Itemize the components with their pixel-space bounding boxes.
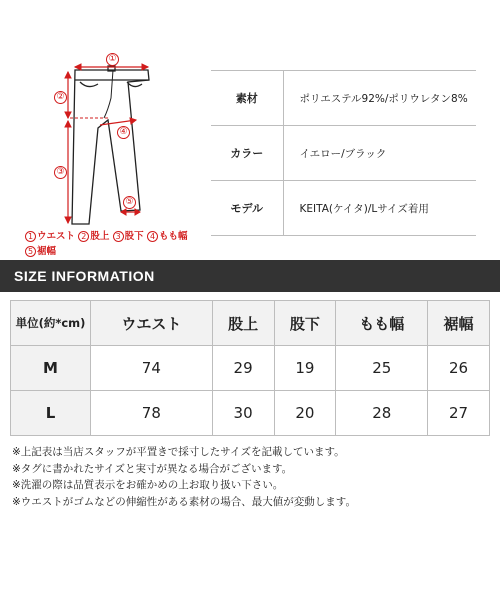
table-cell: 26 xyxy=(428,346,490,391)
legend-label: 裾幅 xyxy=(37,246,57,257)
size-table xyxy=(10,300,490,436)
legend-label: 股上 xyxy=(90,231,110,242)
legend-num: 2 xyxy=(78,231,89,242)
note-line: ※タグに書かれたサイズと実寸が異なる場合がございます。 xyxy=(12,462,293,475)
spec-value: イエロー/ブラック xyxy=(283,126,476,181)
table-cell: 25 xyxy=(336,346,428,391)
table-cell: 27 xyxy=(428,391,490,436)
notes xyxy=(12,444,492,510)
callout-inseam: ③ xyxy=(54,166,67,179)
spec-table xyxy=(211,70,476,236)
table-row xyxy=(11,391,490,436)
table-cell: 20 xyxy=(274,391,336,436)
header-unit: 単位(約*cm) xyxy=(11,301,91,346)
header-hem: 裾幅 xyxy=(428,301,490,346)
legend-label: もも幅 xyxy=(158,231,188,242)
spec-value: ポリエステル92%/ポリウレタン8% xyxy=(283,71,476,126)
header-thigh: もも幅 xyxy=(336,301,428,346)
pants-outline xyxy=(72,66,149,224)
size-information-banner xyxy=(0,260,500,292)
note-line: ※ウエストがゴムなどの伸縮性がある素材の場合、最大値が変動します。 xyxy=(12,495,356,508)
note-line: ※洗濯の際は品質表示をお確かめの上お取り扱い下さい。 xyxy=(12,479,284,491)
note-line: ※上記表は当店スタッフが平置きで採寸したサイズを記載しています。 xyxy=(12,446,345,458)
spec-key: 素材 xyxy=(211,71,283,126)
table-row xyxy=(11,346,490,391)
table-cell: 29 xyxy=(212,346,274,391)
table-cell: 74 xyxy=(91,346,213,391)
size-label: L xyxy=(11,391,91,436)
legend-label: ウエスト xyxy=(37,231,76,242)
legend-num: 1 xyxy=(25,231,36,242)
callout-rise: ② xyxy=(54,91,67,104)
legend-num: 3 xyxy=(113,231,124,242)
spec-key: モデル xyxy=(211,181,283,236)
header-waist: ウエスト xyxy=(91,301,213,346)
banner-title: SIZE INFORMATION xyxy=(14,268,155,284)
table-cell: 30 xyxy=(212,391,274,436)
spec-row-model xyxy=(211,181,476,236)
spec-value: KEITA(ケイタ)/Lサイズ着用 xyxy=(283,181,476,236)
spec-row-material xyxy=(211,71,476,126)
diagram-legend-line2 xyxy=(25,243,56,257)
spec-key: カラー xyxy=(211,126,283,181)
table-cell: 28 xyxy=(336,391,428,436)
callout-hem: ⑤ xyxy=(123,196,136,209)
callout-thigh: ④ xyxy=(117,126,130,139)
legend-num: 4 xyxy=(147,231,158,242)
legend-label: 股下 xyxy=(124,231,144,242)
header-rise: 股上 xyxy=(212,301,274,346)
legend-num: 5 xyxy=(25,246,36,257)
table-cell: 19 xyxy=(274,346,336,391)
table-cell: 78 xyxy=(91,391,213,436)
size-table-header xyxy=(11,301,490,346)
diagram-legend-line1 xyxy=(25,228,188,242)
callout-waist: ① xyxy=(106,53,119,66)
spec-row-color xyxy=(211,126,476,181)
header-inseam: 股下 xyxy=(274,301,336,346)
size-label: M xyxy=(11,346,91,391)
